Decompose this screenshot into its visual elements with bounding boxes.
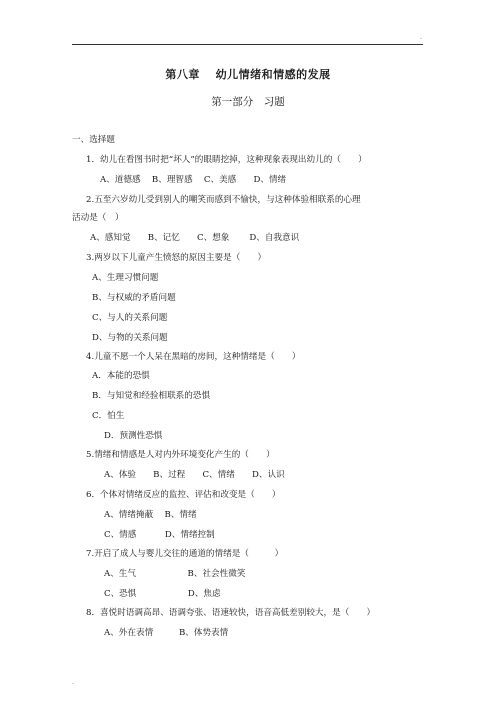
question-4-option-a: A．本能的恐惧	[92, 371, 150, 381]
question-8-options-ab: A、外在表情 B、体势表情	[104, 628, 229, 638]
question-4-option-b: B．与知觉和经验相联系的恐惧	[92, 391, 211, 401]
question-4-option-d: D．预测性恐惧	[104, 431, 163, 441]
question-3-option-d: D、与物的关系问题	[92, 333, 168, 343]
question-2: 2.五至六岁幼儿受到别人的嘲笑而感到不愉快，与这种体验相联系的心理	[86, 195, 361, 205]
question-6-options-cd: C、情感 D、情绪控制	[104, 530, 215, 540]
question-2-cont: 活动是（ ）	[72, 213, 124, 223]
part-subtitle: 第一部分 习题	[211, 96, 285, 108]
question-1-options: A、道德感 B、理智感 C、美感 D、情绪	[100, 175, 287, 185]
question-4: 4.儿童不愿一个人呆在黑暗的房间，这种情绪是（ ）	[86, 352, 301, 362]
question-3: 3.两岁以下儿童产生愤怒的原因主要是（ ）	[86, 253, 267, 263]
header-mark: .	[420, 34, 422, 41]
question-3-option-c: C、与人的关系问题	[92, 313, 168, 323]
question-6-options-ab: A、情绪掩蔽 B、情绪	[104, 510, 197, 520]
question-5: 5.情绪和情感是人对内外环境变化产生的（ ）	[86, 450, 275, 460]
question-8: 8．喜悦时语调高昂、语调夸张、语速较快，语音高低差别较大，是（ ）	[86, 608, 376, 618]
question-4-option-c: C．怕生	[92, 411, 125, 421]
footer-mark: -	[72, 680, 75, 687]
question-5-options: A、体验 B、过程 C、情绪 D、认识	[104, 470, 285, 480]
question-7-options-ab: A、生气 B、社会性微笑	[104, 569, 246, 579]
header-rule	[72, 44, 423, 45]
question-1: 1．幼儿在看图书时把“坏人”的眼睛挖掉，这种现象表现出幼儿的（ ）	[86, 155, 367, 165]
section-heading: 一、选择题	[72, 135, 115, 145]
question-6: 6．个体对情绪反应的监控、评估和改变是（ ）	[86, 490, 281, 500]
question-7-options-cd: C、恐惧 D、焦虑	[104, 589, 221, 599]
question-3-option-b: B、与权威的矛盾问题	[92, 293, 176, 303]
question-7: 7.开启了成人与婴儿交往的通道的情绪是（ ）	[86, 549, 284, 559]
question-2-options: A、感知觉 B、记忆 C、想象 D、自我意识	[90, 233, 300, 243]
chapter-title: 第八章 幼儿情绪和情感的发展	[165, 68, 331, 81]
question-3-option-a: A、生理习惯问题	[92, 273, 159, 283]
